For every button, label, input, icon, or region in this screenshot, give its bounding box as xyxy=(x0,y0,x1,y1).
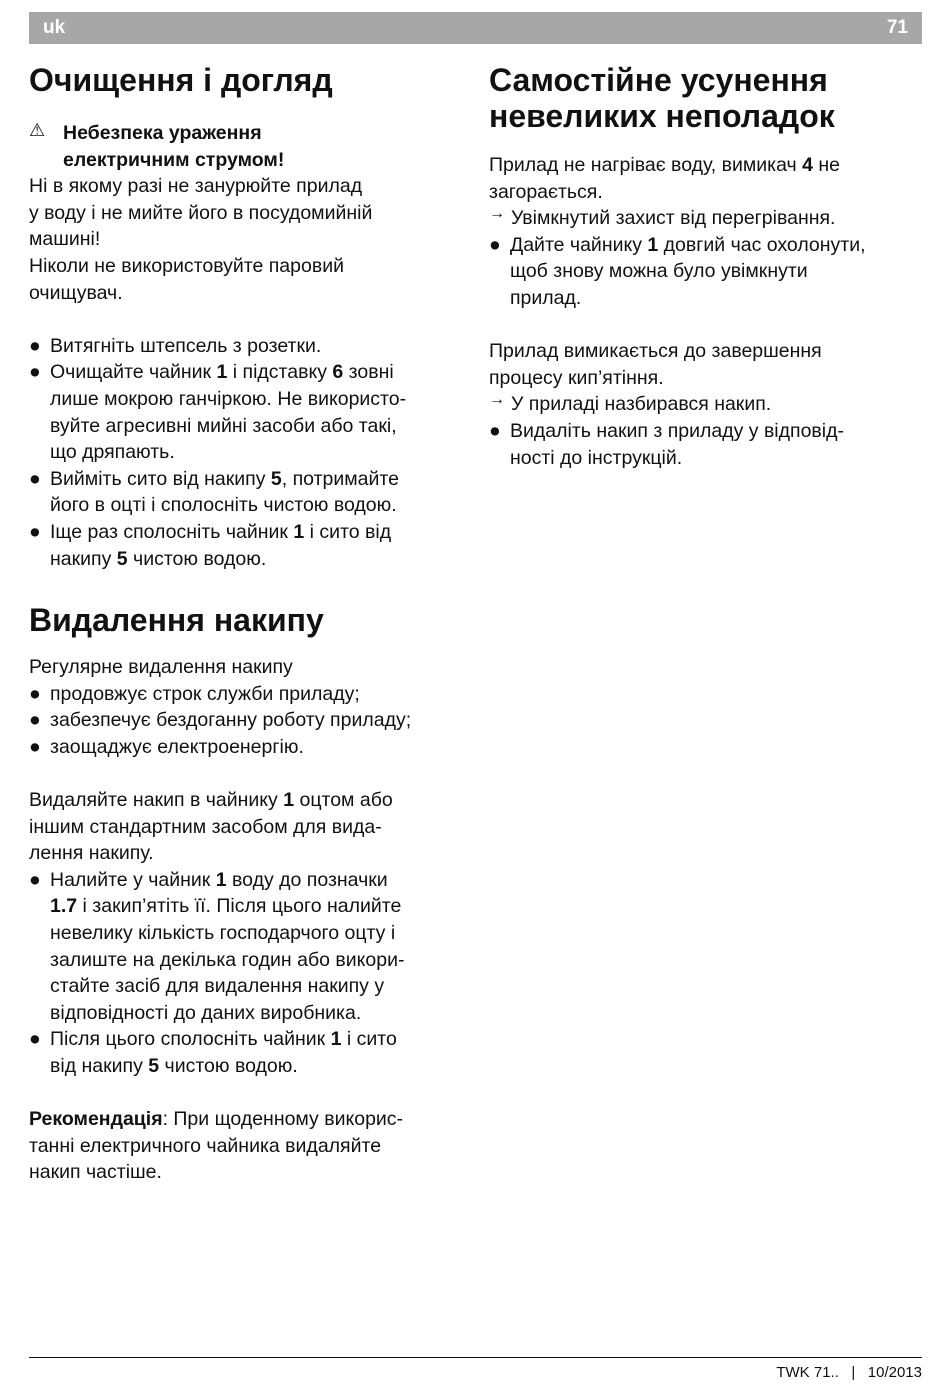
problem-text-line: загорається. xyxy=(489,180,603,203)
descaling-step xyxy=(29,867,469,1027)
step-line xyxy=(50,1053,469,1080)
part-number: 1 xyxy=(215,868,227,891)
step-text: накипу xyxy=(50,547,117,570)
cleaning-heading: Очищення і догляд xyxy=(29,62,333,98)
arrow-right-icon: → xyxy=(489,391,505,409)
benefit-text: продовжує строк служби приладу; xyxy=(50,682,360,705)
part-number: 6 xyxy=(332,361,344,384)
step-line: відповідності до даних виробника. xyxy=(50,1001,362,1024)
step-text: зовні xyxy=(343,361,394,384)
benefit-text: забезпечує бездоганну роботу приладу; xyxy=(50,709,412,732)
warning-text-line: очищувач. xyxy=(29,281,123,304)
bullet-icon: ● xyxy=(29,467,41,490)
descaling-paragraph xyxy=(29,787,469,814)
footer-model-date: TWK 71.. | 10/2013 xyxy=(776,1364,922,1381)
benefit-item xyxy=(29,734,469,761)
arrow-right-icon: → xyxy=(489,205,505,223)
step-line: лише мокрою ганчіркою. Не використо- xyxy=(50,387,407,410)
descaling-intro: Регулярне видалення накипу xyxy=(29,656,293,679)
warning-title-line: Небезпека ураження xyxy=(63,122,262,144)
step-line: його в оцті і сполосніть чистою водою. xyxy=(50,494,397,517)
cause-line xyxy=(489,391,922,418)
step-text: від накипу xyxy=(50,1055,149,1077)
benefit-item xyxy=(29,707,469,734)
fix-item xyxy=(489,418,922,471)
recommendation xyxy=(29,1106,469,1133)
step-text: чистою водою. xyxy=(159,1055,298,1077)
step-line: вуйте агресивні мийні засоби або такі, xyxy=(50,414,397,437)
language-code: uk xyxy=(43,17,66,38)
step-line: залиште на декілька годин або викори- xyxy=(50,948,405,971)
cleaning-step xyxy=(29,359,469,465)
troubleshooting-heading xyxy=(489,62,922,134)
step-text: Іще раз сполосніть чайник xyxy=(50,520,294,543)
fix-item xyxy=(489,232,922,312)
fill-mark-value: 1.7 xyxy=(50,895,78,918)
step-line: невелику кількість господарчого оцту і xyxy=(50,922,396,945)
bullet-icon: ● xyxy=(29,735,41,758)
problem-text-part: Прилад не нагріває воду, вимикач xyxy=(489,154,803,176)
problem-text-part: не xyxy=(813,154,841,176)
step-text: Витягніть штепсель з розетки. xyxy=(50,334,322,357)
warning-icon: ⚠ xyxy=(29,120,46,140)
benefit-text: заощаджує електроенергію. xyxy=(50,735,304,758)
bullet-icon: ● xyxy=(29,361,41,384)
warning-title-line: електричним струмом! xyxy=(63,148,285,171)
para-text: Видаляйте накип в чайнику xyxy=(29,789,284,812)
fix-text: довгий час охолонути, xyxy=(658,233,866,256)
step-line: стайте засіб для видалення накипу у xyxy=(50,975,385,998)
bullet-icon: ● xyxy=(489,419,501,442)
step-line xyxy=(50,893,469,920)
fix-line: прилад. xyxy=(510,286,582,309)
step-text: і сито xyxy=(341,1028,397,1051)
step-text: і підставку xyxy=(227,361,333,384)
part-number: 1 xyxy=(647,233,659,256)
benefit-item xyxy=(29,681,469,708)
problem-text xyxy=(489,152,922,179)
heading-line: невеликих неполадок xyxy=(489,98,835,134)
cleaning-step xyxy=(29,519,469,572)
warning-text-line: машині! xyxy=(29,228,101,251)
bullet-icon: ● xyxy=(29,1028,41,1051)
bullet-icon: ● xyxy=(29,709,41,732)
fix-line: ності до інструкцій. xyxy=(510,446,683,469)
para-text: оцтом або xyxy=(294,789,393,812)
part-number: 5 xyxy=(116,547,128,570)
step-text: , потримайте xyxy=(281,467,399,490)
cleaning-step xyxy=(29,333,469,360)
cause-text: У приладі назбирався накип. xyxy=(511,393,772,416)
heading-line: Самостійне усунення xyxy=(489,62,828,98)
part-number: 1 xyxy=(293,520,305,543)
bullet-icon: ● xyxy=(29,868,41,891)
header-bar xyxy=(29,12,922,44)
part-number: 1 xyxy=(283,789,295,812)
part-number: 1 xyxy=(216,361,228,384)
warning-text-line: у воду і не мийте його в посудомийній xyxy=(29,201,373,224)
part-number: 5 xyxy=(270,467,282,490)
descaling-paragraph-line: лення накипу. xyxy=(29,842,154,865)
left-column xyxy=(29,62,469,1186)
step-text: і сито від xyxy=(304,520,392,543)
page-number: 71 xyxy=(886,17,908,38)
right-column xyxy=(489,62,922,471)
part-number: 4 xyxy=(802,154,813,176)
cleaning-step xyxy=(29,466,469,519)
step-text: Налийте у чайник xyxy=(50,868,216,891)
bullet-icon: ● xyxy=(29,334,41,357)
footer-rule xyxy=(29,1357,922,1358)
recommendation-text: : При щоденному викорис- xyxy=(162,1108,404,1131)
bullet-icon: ● xyxy=(29,520,41,543)
step-text: і закип’ятіть її. Після цього налийте xyxy=(77,895,402,918)
warning-text-line: Ніколи не використовуйте паровий xyxy=(29,254,344,277)
recommendation-line: танні електричного чайника видаляйте xyxy=(29,1134,382,1157)
fix-text: Дайте чайнику xyxy=(510,233,648,256)
cause-text: Увімкнутий захист від перегрівання. xyxy=(511,207,836,230)
problem-text-line: процесу кип’ятіння. xyxy=(489,366,664,389)
descaling-paragraph-line: іншим стандартним засобом для вида- xyxy=(29,815,382,838)
step-text: Вийміть сито від накипу xyxy=(50,467,271,490)
step-line xyxy=(50,546,469,573)
step-text: воду до позначки xyxy=(226,868,388,891)
problem-text-line: Прилад вимикається до завершення xyxy=(489,340,822,363)
descaling-step xyxy=(29,1026,469,1079)
bullet-icon: ● xyxy=(489,233,501,256)
recommendation-line: накип частіше. xyxy=(29,1161,162,1184)
step-line: що дряпають. xyxy=(50,441,175,464)
cause-line xyxy=(489,205,922,232)
fix-line: щоб знову можна було увімкнути xyxy=(510,260,808,283)
bullet-icon: ● xyxy=(29,682,41,705)
part-number: 5 xyxy=(148,1055,160,1077)
recommendation-label: Рекомендація xyxy=(29,1108,163,1131)
step-text: Після цього сполосніть чайник xyxy=(50,1028,331,1051)
step-text: чистою водою. xyxy=(127,547,267,570)
part-number: 1 xyxy=(330,1028,342,1051)
fix-text: Видаліть накип з приладу у відповід- xyxy=(510,419,844,442)
electric-shock-warning xyxy=(29,120,469,173)
descaling-heading: Видалення накипу xyxy=(29,602,324,639)
warning-text-line: Ні в якому разі не занурюйте прилад xyxy=(29,175,363,198)
step-text: Очищайте чайник xyxy=(50,361,217,384)
